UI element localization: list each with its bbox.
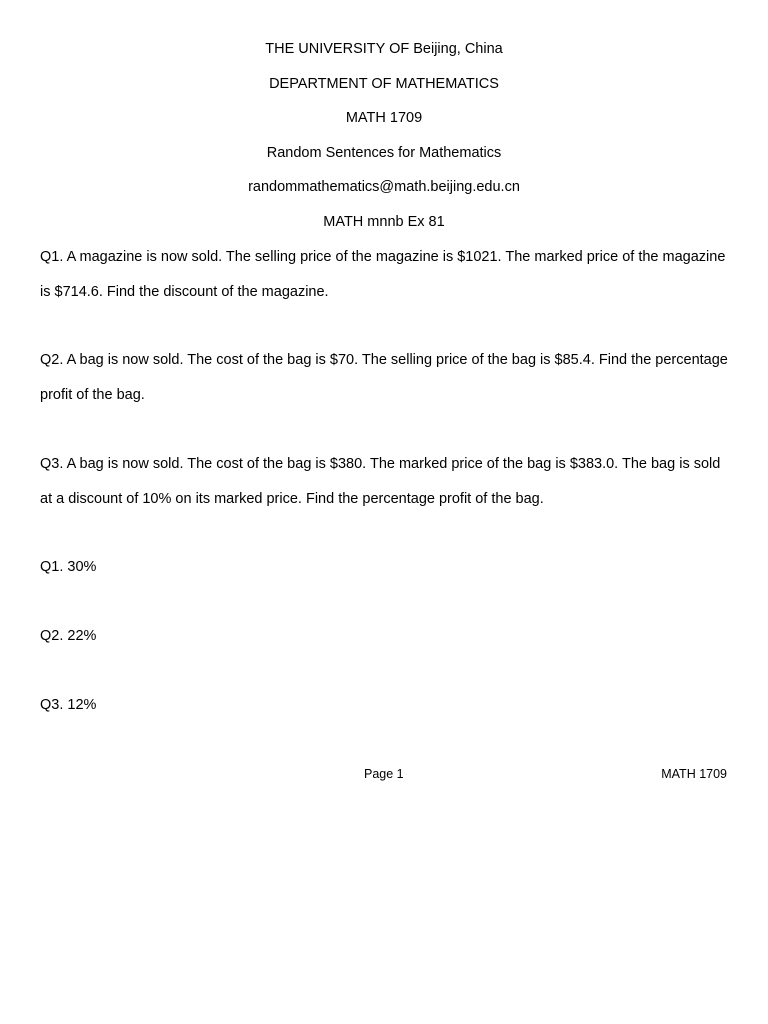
university-title: THE UNIVERSITY OF Beijing, China <box>265 41 503 57</box>
question-3: Q3. A bag is now sold. The cost of the bag is $380. The marked price of the bag is $383.0. The bag is sold at a discount of 10% on its marked price. Find the percentage profit of the bag. <box>40 456 721 507</box>
exercise-title: MATH mnnb Ex 81 <box>323 214 445 230</box>
answer-1: Q1. 30% <box>40 559 97 575</box>
document-subtitle: Random Sentences for Mathematics <box>266 145 502 161</box>
contact-email: randommathematics@math.beijing.edu.cn <box>248 179 520 195</box>
question-1: Q1. A magazine is now sold. The selling price of the magazine is $1021. The marked price of the magazine is $714.6. Find the discount of the magazine. <box>40 249 726 300</box>
department-title: DEPARTMENT OF MATHEMATICS <box>269 76 499 92</box>
answer-3: Q3. 12% <box>40 697 97 713</box>
answer-2: Q2. 22% <box>40 628 97 644</box>
footer-course-code: MATH 1709 <box>661 767 727 781</box>
course-code: MATH 1709 <box>345 110 423 126</box>
question-2: Q2. A bag is now sold. The cost of the bag is $70. The selling price of the bag is $85.4. Find the percentage profit of the bag. <box>40 352 728 403</box>
page-number: Page 1 <box>364 767 404 781</box>
